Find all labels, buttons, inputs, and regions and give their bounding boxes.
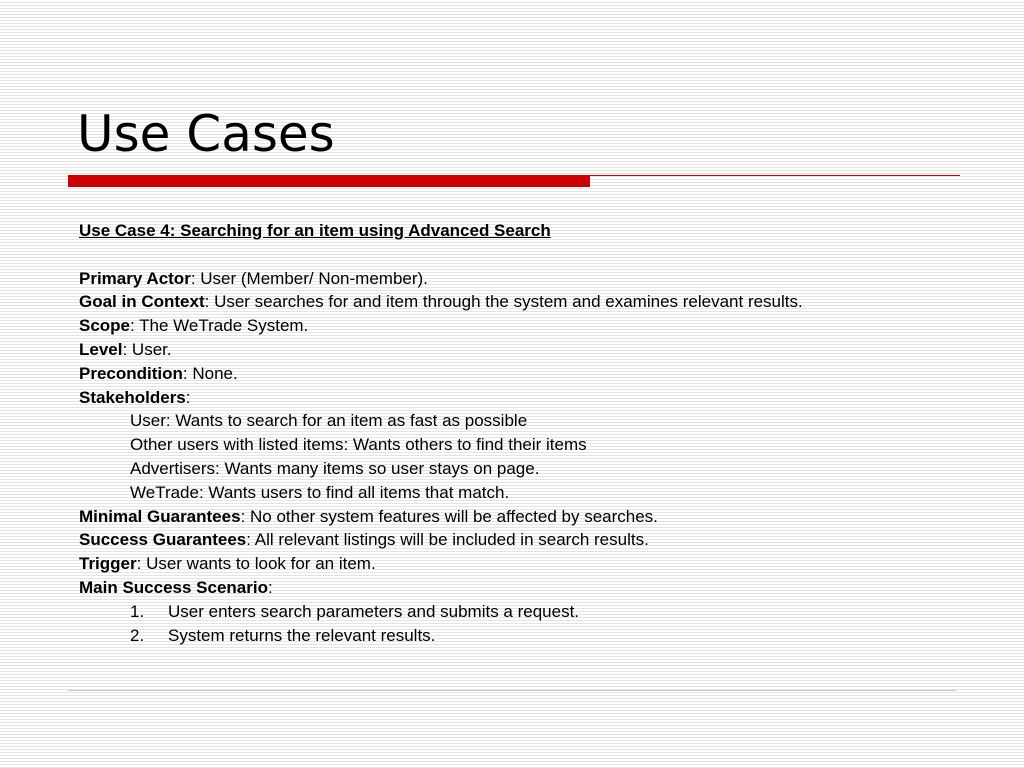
field-level (79, 338, 979, 362)
blank-line (79, 243, 979, 267)
field-value: : User (Member/ Non-member). (190, 268, 428, 288)
slide-title: Use Cases (77, 105, 335, 163)
step-text: User enters search parameters and submits a request. (168, 601, 580, 621)
field-label: Primary Actor (79, 268, 191, 288)
field-value: : No other system features will be affected by searches. (240, 506, 658, 526)
field-label: Trigger (79, 554, 137, 574)
field-label: Level (79, 339, 123, 359)
field-scope (79, 314, 979, 338)
field-goal-in-context (79, 290, 979, 314)
field-value: : User searches for and item through the system and examines relevant results. (204, 292, 803, 312)
stakeholders-heading (79, 386, 979, 410)
field-trigger (79, 552, 979, 576)
stakeholder-item: Other users with listed items: Wants others to find their items (130, 435, 587, 455)
field-label: Minimal Guarantees (79, 506, 241, 526)
field-label: Precondition (79, 363, 183, 383)
title-underline-accent (68, 175, 590, 187)
stakeholder-item: User: Wants to search for an item as fast as possible (130, 411, 528, 431)
step-text: System returns the relevant results. (168, 625, 436, 645)
slide-body (79, 219, 979, 647)
field-precondition (79, 362, 979, 386)
field-value: : (267, 577, 273, 597)
field-label: Success Guarantees (79, 530, 247, 550)
field-value: : The WeTrade System. (130, 316, 309, 336)
step-number: 2. (130, 625, 145, 645)
field-success-guarantees (79, 528, 979, 552)
field-label: Scope (79, 316, 131, 336)
stakeholder-item: Advertisers: Wants many items so user stays on page. (130, 458, 540, 478)
stakeholder-item: WeTrade: Wants users to find all items that match. (130, 482, 510, 502)
step-number: 1. (130, 601, 145, 621)
field-label: Goal in Context (79, 292, 205, 312)
main-success-scenario-heading (79, 576, 979, 600)
field-minimal-guarantees (79, 505, 979, 529)
use-case-heading: Use Case 4: Searching for an item using Advanced Search (79, 221, 551, 240)
scenario-step (79, 600, 979, 624)
footer-divider (68, 690, 956, 691)
field-label: Main Success Scenario (79, 577, 268, 597)
scenario-step (79, 624, 979, 648)
field-value: : User. (122, 339, 172, 359)
field-value: : All relevant listings will be included in search results. (246, 530, 649, 550)
field-primary-actor (79, 267, 979, 291)
field-value: : (185, 387, 191, 407)
field-label: Stakeholders (79, 387, 186, 407)
field-value: : None. (182, 363, 238, 383)
field-value: : User wants to look for an item. (136, 554, 376, 574)
